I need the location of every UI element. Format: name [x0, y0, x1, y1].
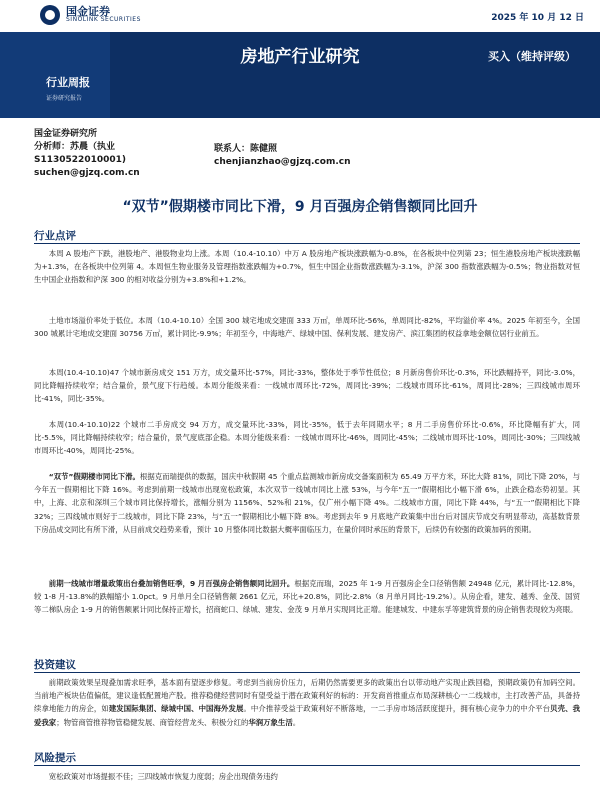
advice-text-1: 前期政策效果呈现叠加需求旺季，基本面有望逐步修复。考虑到当前房价压力，后期仍然需要更多的政策出台以带动地产实现止跌回稳，预期政策仍有加码空间。当前地产板块估值偏低，建议逢低配置地产股。推荐稳健经营同时有望受益于潜在政策利好的标的：开发商首推重点布局深耕核心一二线城市，主打改善产品，具备持续拿地能力的房企，如	[34, 678, 580, 714]
advice-developers: 建发国际集团、绿城中国、中国海外发展	[108, 704, 244, 714]
analyst-license: S1130522010001)	[34, 155, 127, 165]
analyst-name: 分析师：苏晨（执业	[34, 142, 116, 152]
report-headline: “双节”假期楼市同比下滑，9 月百强房企销售额同比回升	[122, 199, 478, 215]
paragraph-advice	[34, 676, 580, 729]
section-divider	[34, 243, 580, 244]
section-title-advice: 投资建议	[34, 659, 76, 671]
paragraph-risk: 宽松政策对市场提振不佳；三四线城市恢复力度弱；房企出现债务违约	[48, 772, 278, 781]
advice-property-mgmt: 华润万象生活	[248, 717, 293, 727]
report-type: 行业周报	[46, 76, 90, 89]
contact-name: 联系人：陈健照	[214, 144, 278, 154]
contact-column	[214, 143, 454, 169]
analyst-email[interactable]: suchen@gjzq.com.cn	[34, 168, 140, 178]
paragraph-second-hand: 本周(10.4-10.10)22 个城市二手房成交 94 万方，成交量环比-33%，同比-35%，低于去年同期水平；8 月二手房售价环比-0.6%，环比降幅有扩大，同比-5.5%，同比降幅持续收窄；结合量价，景气度底部企稳。本周分能级来看：一线城市周环比-46%，周同比-45%；二线城市周环比-10%，周同比-30%；三四线城市周环比-40%，周同比-25%。	[34, 420, 580, 456]
logo-mark-icon	[40, 5, 60, 25]
advice-agencies: 贝壳、我爱我家	[34, 704, 580, 727]
report-subtype: 证券研究报告	[46, 95, 83, 102]
section-title-points: 行业点评	[34, 230, 76, 242]
paragraph-market: 本周 A 股地产下跌，港股地产、港股物业均上涨。本周（10.4-10.10）中万 A 股房地产板块涨跌幅为-0.8%，在各板块中位列第 23；恒生港股房地产板块涨跌幅为+1.3%，在各板块中位列第 4。本周恒生物业服务及管理指数涨跌幅为+0.7%，恒生中国企业指数涨跌幅为-3.1%，沪深 300 指数涨跌幅为-0.5%；物业指数对恒生中国企业指数和沪深 300 的相对收益分别为+3.8%和+1.2%。	[34, 249, 580, 285]
paragraph-holiday	[34, 470, 580, 536]
rating-label: 买入（维持评级）	[488, 50, 576, 63]
paragraph-new-home: 本周(10.4-10.10)47 个城市新房成交 151 万方，成交量环比-57%，同比-33%，整体处于季节性低位；8 月新房售价环比-0.3%，环比跌幅持平，同比-3.0%，同比降幅持续收窄；结合量价，景气度下行趋缓。本周分能级来看：一线城市周环比-72%，周同比-39%；二线城市周环比-61%，周同比-28%；三四线城市周环比-41%，同比-35%。	[34, 368, 580, 404]
report-title: 房地产行业研究	[240, 47, 360, 67]
section-divider	[34, 672, 580, 673]
section-divider	[34, 765, 580, 766]
holiday-body: 根据克而瑞提供的数据，国庆中秋假期 45 个重点监测城市新房成交备案面积为 65.49 万平方米，环比大降 81%，同比下降 20%，与今年五一假期相比下降 16%。考虑到前期一线城市出现宽松政策，本次双节一线城市同比上涨 53%，与今年“五一”假期相比小幅下滑 6%，止跌企稳态势初显。其中，上海、北京和深圳三个城市同比保持增长，涨幅分别为 1156%、52%和 21%，仅广州小幅下降 4%。二线城市方面，同比下降 44%，与“五一”假期相比下降 32%；三四线城市则好于二线城市，同比下降 23%，与“五一”假期相比小幅下降 8%。考虑到去年 9 月底地产政策集中出台后对国庆节成交有明显带动，高基数背景下房品成交同比有所下滑，从目前成交趋势来看，预计 10 月整体同比数据大概率面临压力，在量价同时承压的背景下，后续仍有较强的政策加码的预期。	[34, 472, 580, 534]
holiday-lead: “双节”假期楼市同比下滑。	[48, 472, 140, 481]
advice-text-2: 。中介推荐受益于政策利好不断落地，一二手房市场活跃度提升，拥有核心竞争力的中介平台	[243, 704, 551, 714]
advice-text-3: ；物管商管推荐物管稳健发展、商管经营龙头、积极分红的	[56, 717, 249, 727]
advice-text-4: 。	[292, 717, 301, 727]
section-title-risk: 风险提示	[34, 752, 76, 764]
company-logo	[40, 3, 150, 27]
logo-text-en: SINOLINK SECURITIES	[66, 16, 141, 23]
paragraph-land: 土地市场溢价率处于低位。本周（10.4-10.10）全国 300 城宅地成交建面 333 万㎡，单周环比-56%，单周同比-82%，平均溢价率 4%。2025 年初至今，全国 300 城累计宅地成交建面 30756 万㎡，累计同比-9.9%；年初至今，中海地产、绿城中国、保利发展、建发房产、滨江集团的权益拿地金额位居行业前五。	[34, 316, 580, 339]
contact-email[interactable]: chenjianzhao@gjzq.com.cn	[214, 157, 351, 167]
report-header	[0, 0, 600, 118]
report-date: 2025 年 10 月 12 日	[491, 13, 584, 23]
analyst-column	[34, 128, 194, 180]
logo-text-cn: 国金证券	[66, 5, 110, 18]
top100-lead: 前期一线城市增量政策出台叠加销售旺季，9 月百强房企销售额同比回升。	[48, 579, 295, 588]
research-org: 国金证券研究所	[34, 129, 98, 139]
paragraph-top100	[34, 577, 580, 617]
top100-body: 根据克而瑞，2025 年 1-9 月百强房企全口径销售额 24948 亿元，累计同比-12.8%，较 1-8 月-13.8%的跌幅缩小 1.0pct。9 月单月全口径销售额 2661 亿元，环比+20.8%，同比-2.8%（8 月单月同比-19.2%）。从房企看，建发、越秀、金茂、国贸等二梯队房企 1-9 月的销售额累计同比保持正增长，招商蛇口、绿城、建发、金茂 9 月单月实现同比正增。能建城发、中建东孚等建筑背景的房企销售表现较为亮眼。	[34, 579, 580, 615]
